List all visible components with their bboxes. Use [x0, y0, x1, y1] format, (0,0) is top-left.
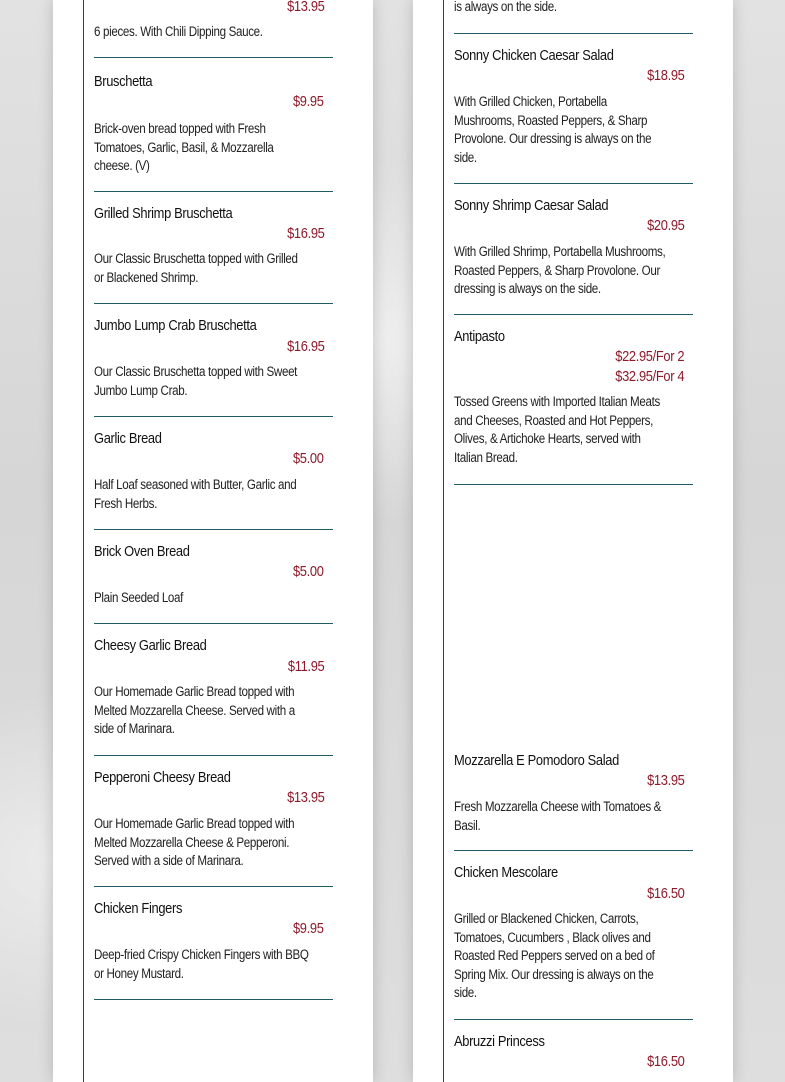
item-name: Abruzzi Princess	[454, 1033, 545, 1050]
item-name: Sonny Chicken Caesar Salad	[454, 47, 614, 64]
item-description: Half Loaf seasoned with Butter, Garlic and Fresh Herbs.	[94, 477, 297, 511]
item-price: $18.95	[646, 67, 684, 84]
item-name: Sonny Shrimp Caesar Salad	[454, 197, 609, 214]
item-price-secondary: $32.95/For 4	[614, 368, 684, 385]
item-price: $13.95	[286, 789, 324, 806]
item-price: $11.95	[287, 658, 324, 675]
item-price: $9.95	[293, 920, 324, 937]
item-price: $13.95	[646, 772, 684, 789]
item-price: $16.50	[646, 885, 684, 902]
item-description: Fresh Mozzarella Cheese with Tomatoes & Basil.	[454, 799, 662, 833]
item-description: Our Homemade Garlic Bread topped with Melted Mozzarella Cheese & Pepperoni. Served with a side of Marinara.	[94, 816, 295, 868]
item-name: Garlic Bread	[94, 430, 162, 447]
right-accent-rule	[443, 0, 444, 1082]
left-accent-rule	[83, 0, 84, 1082]
item-name: Grilled Shrimp Bruschetta	[94, 205, 233, 222]
item-divider	[454, 1019, 693, 1020]
item-description: 6 pieces. With Chili Dipping Sauce.	[94, 24, 263, 39]
item-description: With Grilled Chicken, Portabella Mushrooms, Roasted Peppers, & Sharp Provolone. Our dressing is always on the side.	[454, 94, 652, 165]
item-description: Our Classic Bruschetta topped with Sweet Jumbo Lump Crab.	[94, 364, 298, 398]
item-price: $5.00	[293, 563, 324, 580]
item-description: Our Classic Bruschetta topped with Grilled or Blackened Shrimp.	[94, 251, 298, 285]
item-divider	[94, 57, 333, 58]
item-divider	[454, 314, 693, 315]
salads-panel	[413, 0, 733, 1082]
item-divider	[454, 850, 693, 851]
item-divider	[94, 999, 333, 1000]
item-price: $16.95	[286, 225, 324, 242]
menu-item-partial	[94, 0, 333, 40]
item-divider	[94, 529, 333, 530]
item-divider	[454, 484, 693, 485]
item-divider	[94, 886, 333, 887]
appetizers-panel	[53, 0, 373, 1082]
item-price: $13.95	[286, 0, 324, 15]
item-price: $22.95/For 2	[614, 348, 684, 365]
item-price: $20.95	[646, 217, 684, 234]
item-name: Bruschetta	[94, 73, 153, 90]
item-description: Deep-fried Crispy Chicken Fingers with BBQ or Honey Mustard.	[94, 947, 309, 981]
item-price: $5.00	[293, 450, 324, 467]
item-divider	[94, 191, 333, 192]
item-name: Mozzarella E Pomodoro Salad	[454, 752, 619, 769]
item-name: Jumbo Lump Crab Bruschetta	[94, 317, 257, 334]
item-description: is always on the side.	[454, 0, 557, 14]
item-description: Grilled or Blackened Chicken, Carrots, Tomatoes, Cucumbers , Black olives and Roasted Red Peppers served on a bed of Spring Mix. Our dressing is always on the side.	[454, 911, 655, 1000]
item-divider	[454, 183, 693, 184]
item-price: $9.95	[293, 93, 324, 110]
item-description: Plain Seeded Loaf	[94, 590, 184, 605]
item-divider	[94, 623, 333, 624]
item-name: Chicken Fingers	[94, 900, 183, 917]
item-description: Our Homemade Garlic Bread topped with Melted Mozzarella Cheese. Served with a side of Marinara.	[94, 684, 295, 736]
item-divider	[94, 303, 333, 304]
item-name: Antipasto	[454, 328, 505, 345]
item-name: Brick Oven Bread	[94, 543, 190, 560]
item-divider	[94, 416, 333, 417]
item-price: $16.50	[646, 1053, 684, 1070]
item-name: Chicken Mescolare	[454, 864, 558, 881]
item-divider	[94, 755, 333, 756]
item-description: Brick-oven bread topped with Fresh Tomatoes, Garlic, Basil, & Mozzarella cheese. (V)	[94, 121, 274, 173]
item-description: Tossed Greens with Imported Italian Meats and Cheeses, Roasted and Hot Peppers, Olives, & Artichoke Hearts, served with Italian Bread.	[454, 394, 660, 465]
item-name: Cheesy Garlic Bread	[94, 637, 207, 654]
item-price: $16.95	[286, 338, 324, 355]
item-name: Pepperoni Cheesy Bread	[94, 769, 231, 786]
item-divider	[454, 33, 693, 34]
item-description: With Grilled Shrimp, Portabella Mushrooms, Roasted Peppers, & Sharp Provolone. Our dressing is always on the side.	[454, 244, 666, 296]
